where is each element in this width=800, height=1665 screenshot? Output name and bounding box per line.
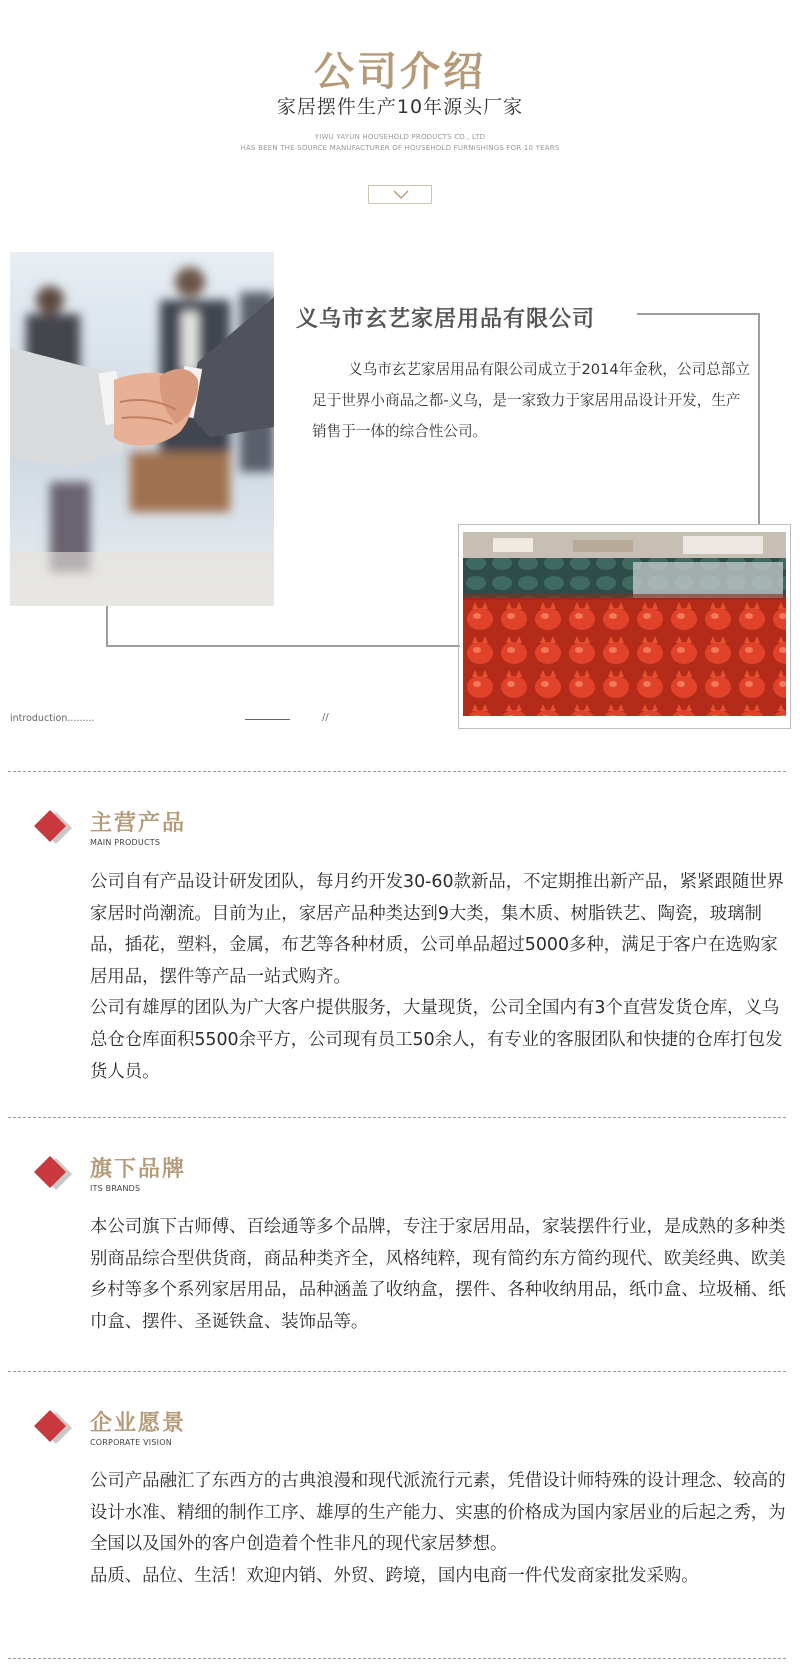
body-paragraph: 品质、品位、生活！欢迎内销、外贸、跨境，国内电商一件代发商家批发采购。: [90, 1565, 699, 1586]
frame-line-bottom: [106, 645, 460, 647]
handshake-photo: [10, 252, 274, 606]
frame-line-left: [106, 600, 108, 647]
body-paragraph: 公司自有产品设计研发团队，每月约开发30-60款新品，不定期推出新产品，紧紧跟随世界家居时尚潮流。目前为止，家居产品种类达到9大类，集木质、树脂铁艺、陶瓷，玻璃制品，插花，塑料，金属，布艺等各种材质，公司单品超过5000多种，满足于客户在选购家居用品，摆件等产品一站式购齐。: [90, 872, 784, 987]
body-paragraph: 本公司旗下古师傅、百绘通等多个品牌，专注于家居用品，家装摆件行业，是成熟的多种类别商品综合型供货商，商品种类齐全，风格纯粹，现有简约东方简约现代、欧美经典、欧美乡村等多个系列家居用品，品种涵盖了收纳盒，摆件、各种收纳用品，纸巾盒、垃圾桶、纸巾盒、摆件、圣诞铁盒、装饰品等。: [90, 1217, 786, 1332]
section-separator: [8, 1371, 786, 1372]
page-subtitle: 家居摆件生产10年源头厂家: [276, 96, 524, 118]
diamond-icon: [28, 806, 72, 850]
frame-line-top: [637, 313, 760, 315]
section-title-its-brands: 旗下品牌: [90, 1157, 187, 1182]
section-subtitle-its-brands: ITS BRANDS: [90, 1184, 141, 1193]
company-name: 义乌市玄艺家居用品有限公司: [296, 307, 596, 332]
diamond-icon: [28, 1406, 72, 1450]
section-subtitle-corporate-vision: CORPORATE VISION: [90, 1438, 172, 1447]
company-english-name: YIWU YAYUN HOUSEHOLD PRODUCTS CO., LTD: [314, 133, 486, 141]
section-body-corporate-vision: [90, 1466, 788, 1592]
intro-slash-mark: //: [322, 712, 329, 723]
intro-divider-dash: [245, 719, 290, 720]
section-title-corporate-vision: 企业愿景: [90, 1411, 187, 1436]
section-body-its-brands: [90, 1212, 788, 1338]
body-paragraph: 公司有雄厚的团队为广大客户提供服务，大量现货，公司全国内有3个直营发货仓库，义乌总仓仓库面积5500余平方，公司现有员工50余人，有专业的客服团队和快捷的仓库打包发货人员。: [90, 998, 783, 1082]
section-subtitle-main-products: MAIN PRODUCTS: [90, 838, 161, 847]
section-separator: [8, 1658, 786, 1659]
company-english-tagline: HAS BEEN THE SOURCE MANUFACTURER OF HOUSEHOLD FURNISHINGS FOR 10 YEARS: [240, 144, 560, 152]
frame-line-right: [758, 313, 760, 525]
section-separator: [8, 771, 786, 772]
company-description: 义乌市玄艺家居用品有限公司成立于2014年金秋，公司总部立足于世界小商品之都-义乌，是一家致力于家居用品设计开发，生产销售于一体的综合性公司。: [312, 361, 750, 440]
section-separator: [8, 1117, 786, 1118]
scroll-down-button[interactable]: [368, 185, 432, 204]
body-paragraph: 公司产品融汇了东西方的古典浪漫和现代派流行元素，凭借设计师特殊的设计理念、较高的设计水准、精细的制作工序、雄厚的生产能力、实惠的价格成为国内家居业的后起之秀，为全国以及国外的客户创造着个性非凡的现代家居梦想。: [90, 1471, 786, 1555]
intro-english-label: introduction.........: [10, 713, 95, 724]
diamond-icon: [28, 1152, 72, 1196]
section-body-main-products: [90, 867, 788, 1088]
factory-photo: [463, 532, 786, 716]
chevron-down-icon: [391, 190, 411, 200]
page-title: 公司介绍: [314, 49, 486, 95]
section-title-main-products: 主营产品: [90, 811, 187, 836]
